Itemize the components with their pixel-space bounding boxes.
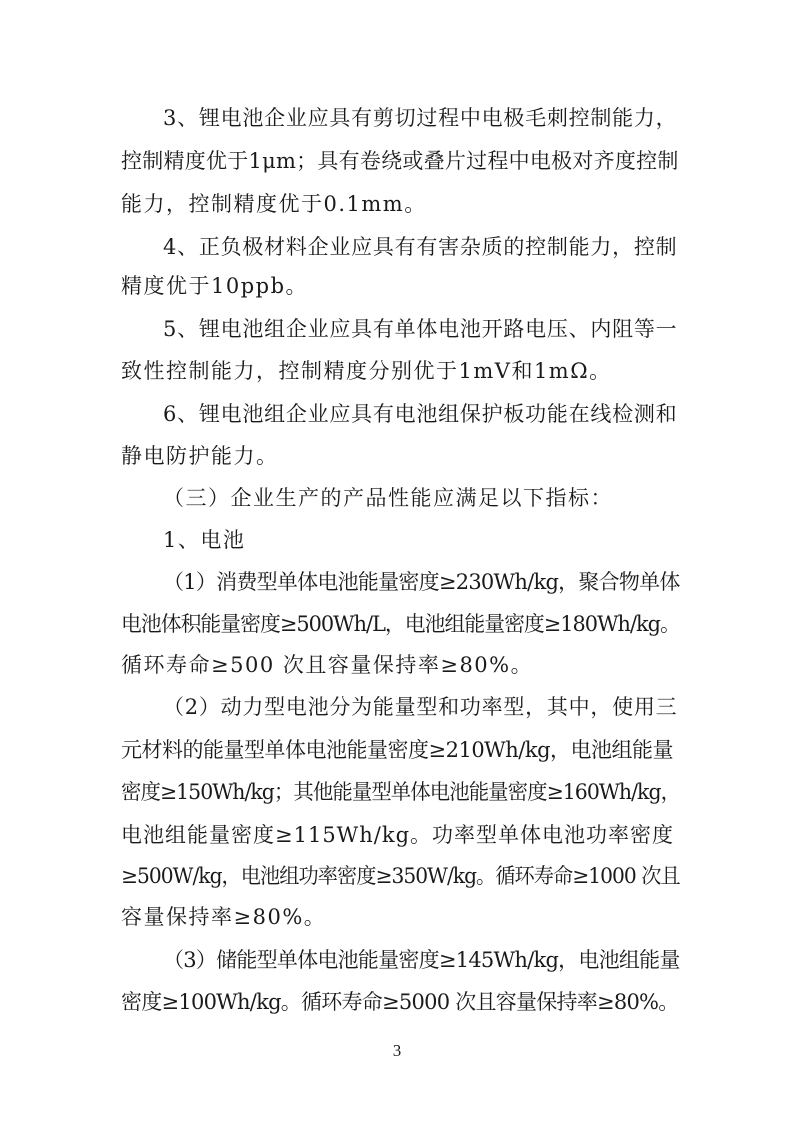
- section-heading: （三）企业生产的产品性能应满足以下指标：: [163, 486, 613, 510]
- text-line: （3）储能型单体电池能量密度≥145Wh/kg，电池组能量: [163, 948, 680, 972]
- page-number: 3: [392, 1041, 402, 1060]
- text-line: 循环寿命≥500 次且容量保持率≥80%。: [121, 653, 534, 677]
- text-line: 密度≥100Wh/kg。循环寿命≥5000 次且容量保持率≥80%。: [121, 990, 679, 1014]
- text-line: 元材料的能量型单体电池能量密度≥210Wh/kg，电池组能量: [121, 738, 674, 762]
- text-line: 3、锂电池企业应具有剪切过程中电极毛刺控制能力，: [163, 106, 678, 130]
- text-line: 容量保持率≥80%。: [121, 905, 327, 929]
- text-line: 能力，控制精度优于0.1mm。: [121, 192, 427, 216]
- text-line: （2）动力型电池分为能量型和功率型，其中，使用三: [163, 695, 678, 719]
- text-line: 控制精度优于1μm；具有卷绕或叠片过程中电极对齐度控制: [121, 149, 679, 173]
- text-line: 静电防护能力。: [121, 444, 279, 468]
- text-line: 6、锂电池组企业应具有电池组保护板功能在线检测和: [163, 402, 678, 426]
- text-line: 致性控制能力，控制精度分别优于1mV和1mΩ。: [121, 359, 612, 383]
- text-line: 精度优于10ppb。: [121, 274, 309, 298]
- text-line: 电池体积能量密度≥500Wh/L，电池组能量密度≥180Wh/kg。: [121, 612, 680, 636]
- text-line: 5、锂电池组企业应具有单体电池开路电压、内阻等一: [163, 317, 678, 341]
- text-line: 密度≥150Wh/kg；其他能量型单体电池能量密度≥160Wh/kg，: [121, 780, 681, 804]
- subsection-heading: 1、电池: [163, 528, 246, 552]
- text-line: ≥500W/kg，电池组功率密度≥350W/kg。循环寿命≥1000 次且: [121, 864, 680, 888]
- text-line: （1）消费型单体电池能量密度≥230Wh/kg，聚合物单体: [163, 570, 680, 594]
- text-line: 4、正负极材料企业应具有有害杂质的控制能力，控制: [163, 235, 678, 259]
- text-line: 电池组能量密度≥115Wh/kg。功率型单体电池功率密度: [121, 823, 675, 847]
